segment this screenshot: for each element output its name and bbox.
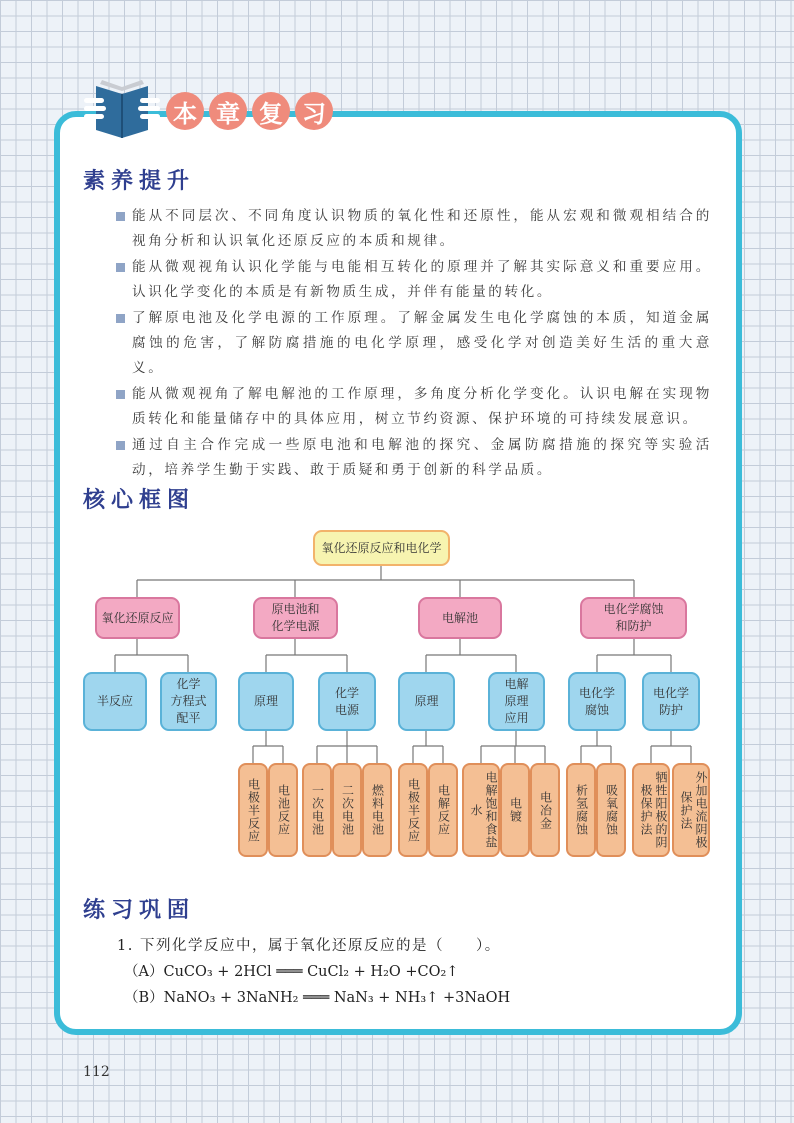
section-heading-literacy: 素养提升 (83, 169, 196, 194)
framework-subnode: 电化学 防护 (642, 672, 700, 731)
question-1: 1. 下列化学反应中，属于氧化还原反应的是（ ）。 (117, 938, 501, 954)
framework-leaf: 二次电池 (332, 763, 362, 857)
framework-leaf: 燃料电池 (362, 763, 392, 857)
bullet-text: 通过自主合作完成一些原电池和电解池的探究、金属防腐措施的探究等实验活动，培养学生勤于实践、敢于质疑和勇于创新的科学品质。 (132, 436, 712, 479)
framework-leaf: 电极半反应 (238, 763, 268, 857)
page-number: 112 (83, 1064, 110, 1080)
section-heading-practice: 练习巩固 (83, 898, 196, 923)
framework-leaf: 电冶金 (530, 763, 560, 857)
framework-node-corrosion: 电化学腐蚀 和防护 (580, 597, 687, 639)
chapter-title-char: 复 (252, 92, 290, 130)
chapter-title-char: 习 (295, 92, 333, 130)
framework-subnode: 原理 (398, 672, 455, 731)
framework-leaf: 电镀 (500, 763, 530, 857)
framework-subnode: 化学 电源 (318, 672, 376, 731)
framework-leaf-text: 外加电流阴极保护法 (679, 771, 708, 849)
option-b[interactable]: （B）NaNO₃ + 3NaNH₂ ═══ NaN₃ + NH₃↑ +3NaOH (124, 990, 511, 1006)
section-heading-framework: 核心框图 (83, 488, 196, 513)
framework-node-electrolytic-cell: 电解池 (418, 597, 502, 639)
framework-leaf: 吸氧腐蚀 (596, 763, 626, 857)
framework-leaf: 电解反应 (428, 763, 458, 857)
framework-node-galvanic-cell: 原电池和 化学电源 (253, 597, 338, 639)
framework-leaf: 析氢腐蚀 (566, 763, 596, 857)
framework-leaf: 电池反应 (268, 763, 298, 857)
framework-leaf: 电极半反应 (398, 763, 428, 857)
chapter-title-char: 本 (166, 92, 204, 130)
framework-leaf (632, 763, 670, 857)
framework-root-node: 氧化还原反应和电化学 (313, 530, 450, 566)
framework-subnode: 电化学 腐蚀 (568, 672, 626, 731)
framework-leaf (672, 763, 710, 857)
framework-node-redox: 氧化还原反应 (95, 597, 180, 639)
bullet-text: 能从不同层次、不同角度认识物质的氧化性和还原性，能从宏观和微观相结合的视角分析和认识氧化还原反应的本质和规律。 (132, 208, 712, 250)
framework-subnode: 电解 原理 应用 (488, 672, 545, 731)
framework-subnode: 化学 方程式 配平 (160, 672, 217, 731)
bullet-text: 能从微观视角认识化学能与电能相互转化的原理并了解其实际意义和重要应用。认识化学变化的本质是有新物质生成，并伴有能量的转化。 (132, 258, 712, 301)
option-a[interactable]: （A）CuCO₃ + 2HCl ═══ CuCl₂ + H₂O +CO₂↑ (124, 964, 459, 980)
bullet-text: 了解原电池及化学电源的工作原理。了解金属发生电化学腐蚀的本质，知道金属腐蚀的危害，了解防腐措施的电化学原理，感受化学对创造美好生活的重大意义。 (132, 309, 712, 377)
framework-subnode: 半反应 (83, 672, 147, 731)
framework-leaf (462, 763, 500, 857)
framework-leaf: 一次电池 (302, 763, 332, 857)
framework-subnode: 原理 (238, 672, 294, 731)
framework-leaf-text: 牺牲阳极的阴极保护法 (639, 771, 668, 849)
bullet-text: 能从微观视角了解电解池的工作原理，多角度分析化学变化。认识电解在实现物质转化和能量储存中的具体应用，树立节约资源、保护环境的可持续发展意识。 (132, 385, 712, 428)
framework-leaf-text: 电解饱和食盐水 (469, 771, 498, 849)
chapter-title-char: 章 (209, 92, 247, 130)
